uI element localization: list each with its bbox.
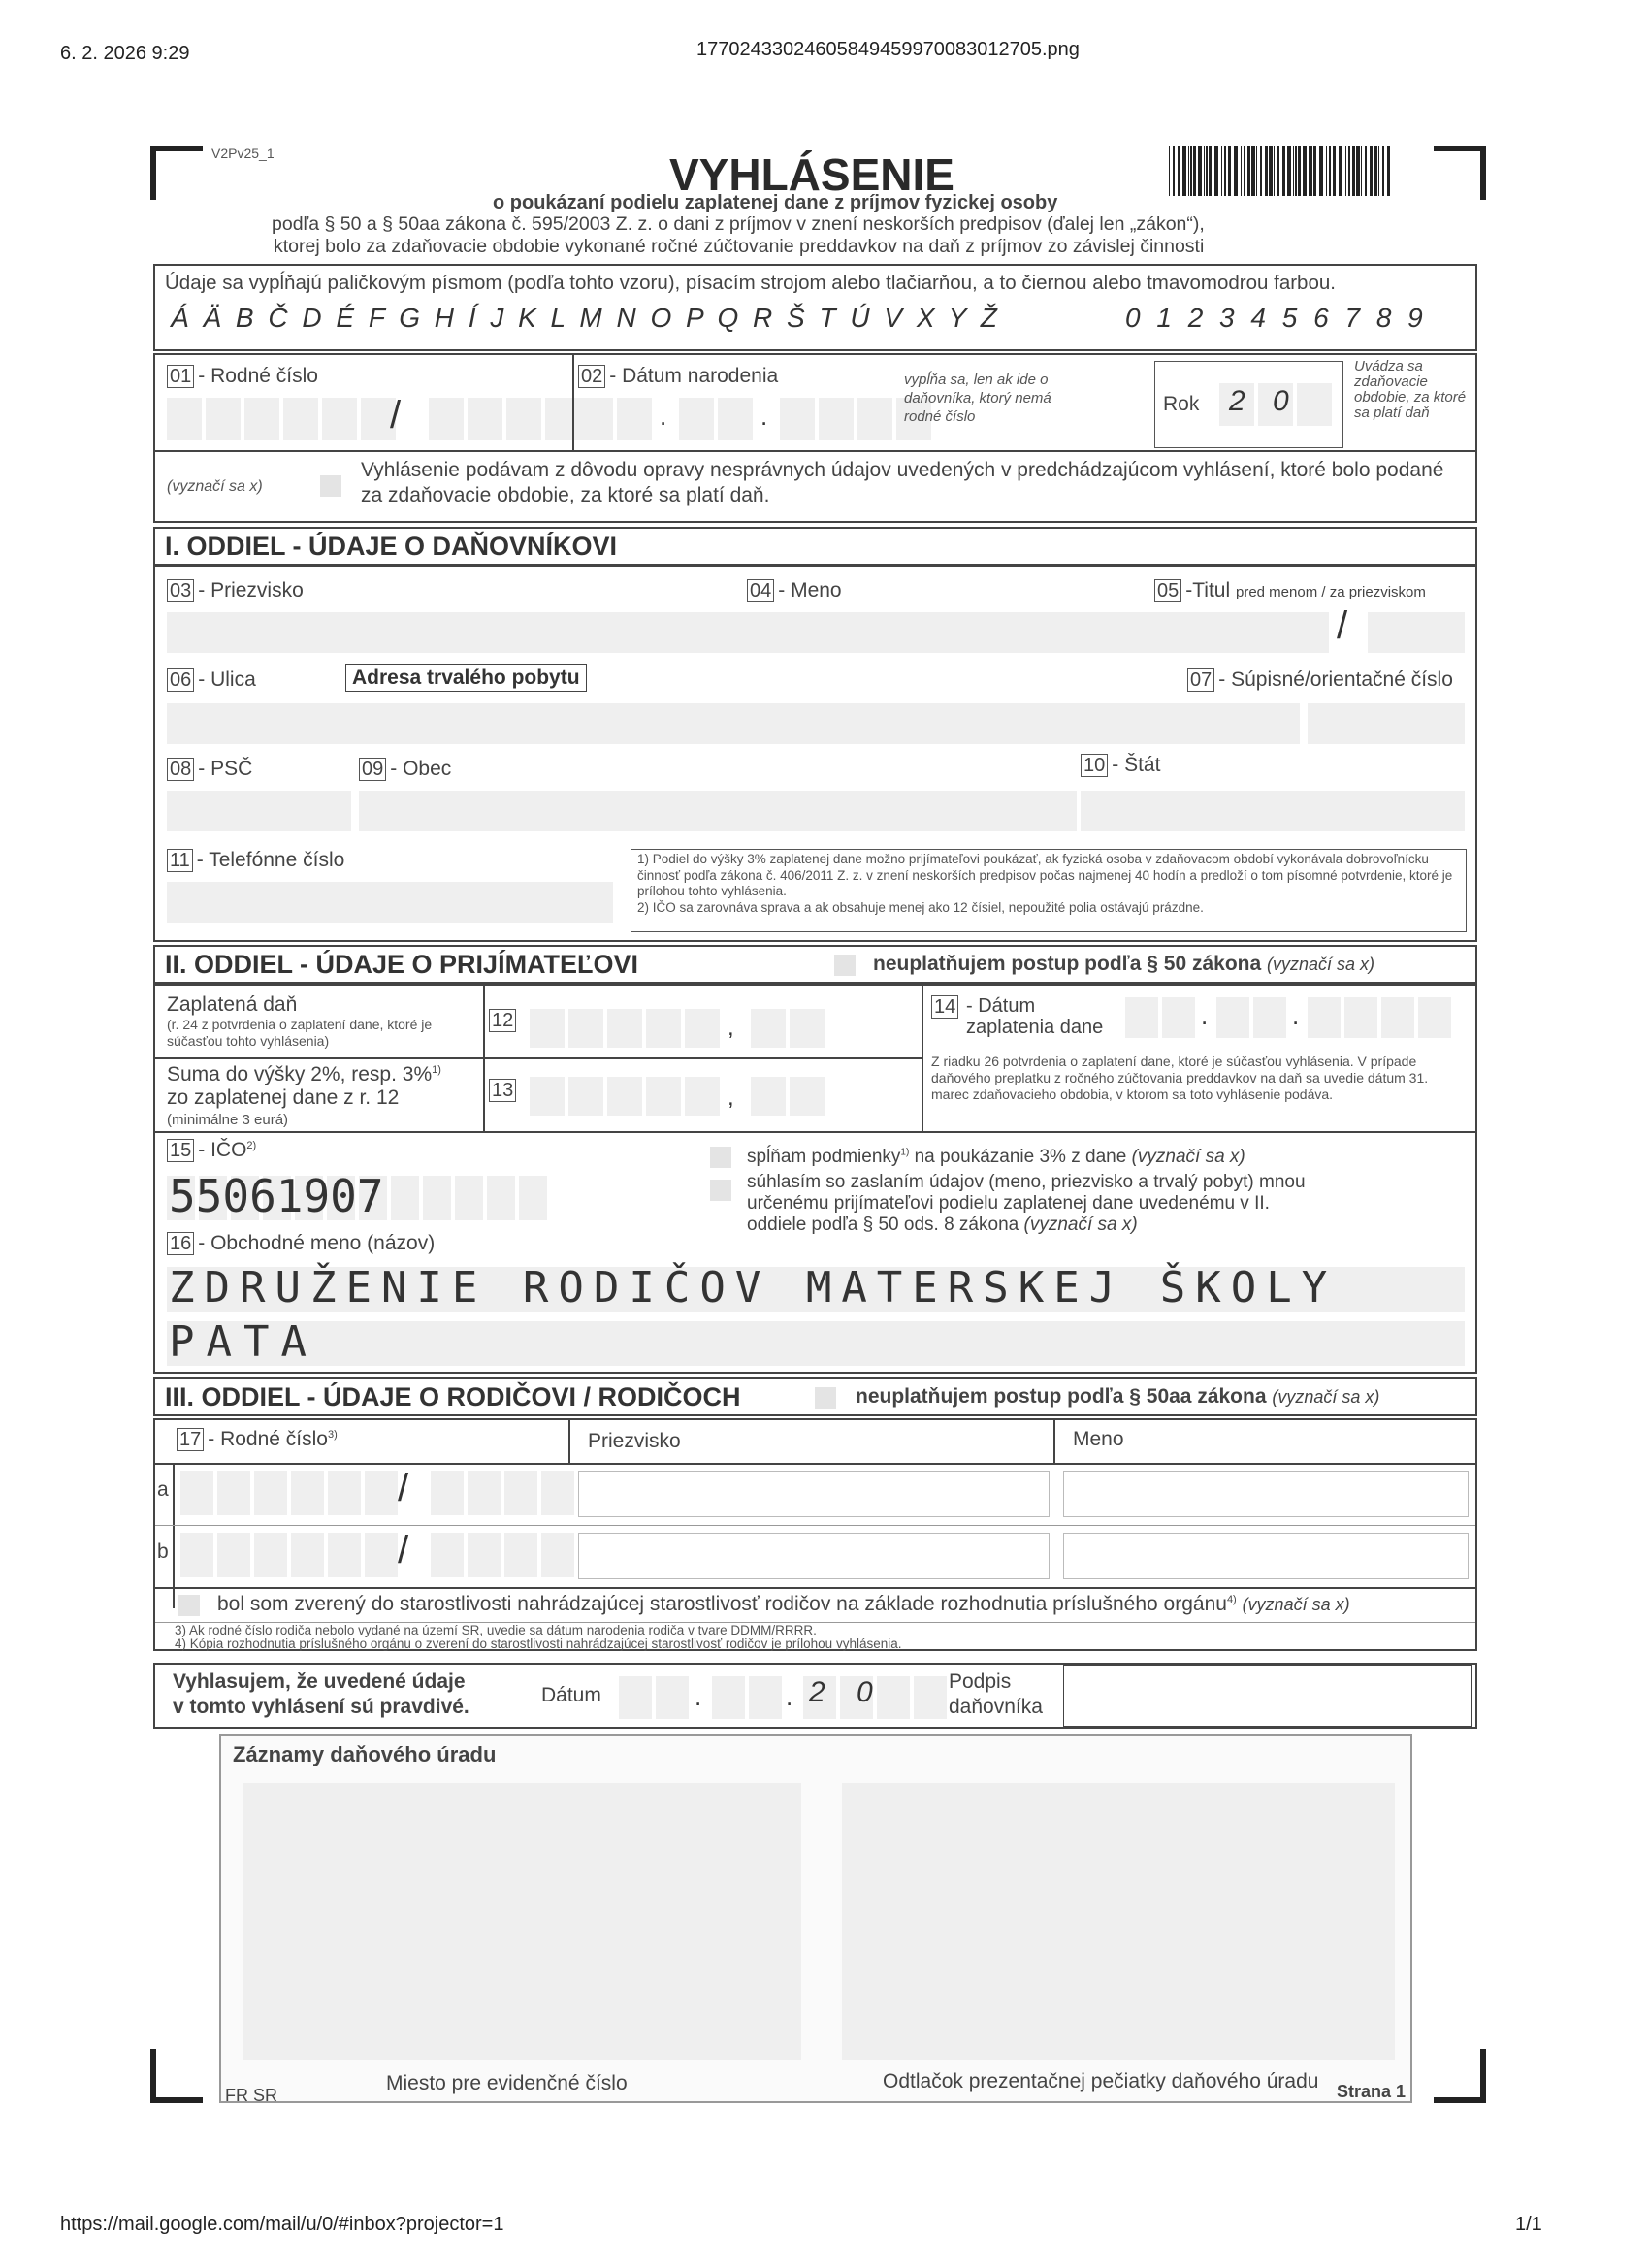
corner-mark-top-left [150, 146, 203, 200]
declaration-text-1: Vyhlasujem, že uvedené údaje [173, 1670, 466, 1693]
field-04-label: 04 - Meno [747, 579, 842, 602]
phone-input[interactable] [167, 882, 613, 923]
birth-date-month[interactable] [679, 398, 753, 440]
condition-3pct-checkbox[interactable] [710, 1147, 731, 1168]
tax-paid-input[interactable] [530, 1009, 720, 1048]
consent-text: súhlasím so zaslaním údajov (meno, priezvisko a trvalý pobyt) mnou určenému prijímateľovi podielu zaplatenej dane uvedenému v II. oddiele podľa § 50 ods. 8 zákona (vyznačí sa x) [747, 1172, 1306, 1235]
divider [572, 355, 574, 450]
birth-number-second-part[interactable] [429, 398, 580, 440]
signature-label-1: Podpis [949, 1670, 1012, 1693]
date-label: Dátum [541, 1684, 601, 1706]
print-url[interactable]: https://mail.google.com/mail/u/0/#inbox?projector=1 [60, 2214, 504, 2235]
first-name-input[interactable] [747, 612, 1193, 653]
section-1-body [153, 566, 1477, 942]
declaration-box [153, 1663, 1477, 1729]
field-13-label: 13 [489, 1079, 520, 1102]
declaration-date-dot-1: . [695, 1682, 702, 1711]
sum-note: (minimálne 3 eurá) [167, 1112, 289, 1128]
registration-number-caption: Miesto pre evidenčné číslo [386, 2072, 628, 2094]
tax-year-prefix: 2 0 [1229, 385, 1299, 417]
payment-date-note: Z riadku 26 potvrdenia o zaplatení dane, ktoré je súčasťou vyhlásenia. V prípade daňového preplatku z ročného zúčtovania preddavkov na daň sa uvedie dátum 31. marec zdaňovacieho obdobia, v ktorom sa toto vyhlásenie podáva. [931, 1053, 1429, 1102]
footnotes-box [630, 849, 1467, 932]
sum-cents-input[interactable] [751, 1077, 824, 1116]
sum-comma: , [728, 1085, 734, 1111]
payment-date-dot-1: . [1201, 1001, 1209, 1030]
footnote-2: 2) IČO sa zarovnáva sprava a ak obsahuje menej ako 12 čísiel, nepoužité polia ostávajú prázdne. [637, 899, 1204, 915]
parent-a-name-input[interactable] [1063, 1471, 1469, 1517]
corner-mark-bottom-right [1434, 2049, 1486, 2103]
field-06-label: 06 - Ulica [167, 668, 256, 692]
field-12-label: 12 [489, 1009, 520, 1032]
country-input[interactable] [1081, 791, 1465, 831]
section-3-opt-out: neuplatňujem postup podľa § 50aa zákona (vyznačí sa x) [856, 1385, 1380, 1408]
section-2-opt-out: neuplatňujem postup podľa § 50 zákona (vyznačí sa x) [873, 953, 1375, 975]
parent-a-surname-input[interactable] [578, 1471, 1050, 1517]
print-page-count: 1/1 [1515, 2214, 1542, 2235]
declaration-date-day[interactable] [619, 1676, 689, 1719]
signature-field[interactable] [1063, 1665, 1472, 1727]
recipient-name-value-1: ZDRUŽENIE RODIČOV MATERSKEJ ŠKOLY [169, 1263, 1338, 1312]
title-before-input[interactable] [1154, 612, 1329, 653]
tax-paid-note: (r. 24 z potvrdenia o zaplatení dane, ktoré je súčasťou tohto vyhlásenia) [167, 1017, 433, 1049]
payment-date-label: - Dátum zaplatenia dane [966, 995, 1104, 1038]
declaration-text-2: v tomto vyhlásení sú pravdivé. [173, 1696, 469, 1718]
parent-a-slash: / [398, 1467, 409, 1509]
surname-input[interactable] [167, 612, 747, 653]
payment-date-year[interactable] [1308, 997, 1451, 1038]
section-3-opt-out-checkbox[interactable] [815, 1387, 836, 1409]
field-07-label: 07 - Súpisné/orientačné číslo [1187, 668, 1453, 692]
registration-number-area [242, 1783, 801, 2060]
payment-date-dot-2: . [1292, 1001, 1300, 1030]
house-number-input[interactable] [1308, 703, 1465, 744]
section-1-header [153, 527, 1477, 566]
correction-text: Vyhlásenie podávam z dôvodu opravy nesprávnych údajov uvedených v predchádzajúcom vyhlásení, ktoré bolo podané za zdaňovacie obdobie, za ktoré sa platí daň. [361, 459, 1444, 506]
declaration-date-month[interactable] [712, 1676, 782, 1719]
field-16-label: 16 - Obchodné meno (názov) [167, 1232, 435, 1255]
address-box-label: Adresa trvalého pobytu [345, 664, 587, 692]
city-input[interactable] [359, 791, 1077, 831]
tax-year-input[interactable] [1297, 383, 1332, 426]
sum-label: Suma do výšky 2%, resp. 3%$^{1)}$ [167, 1063, 441, 1085]
row-a-label: a [157, 1478, 169, 1501]
birth-date-day[interactable] [578, 398, 652, 440]
recipient-name-line-2[interactable] [167, 1321, 1465, 1366]
declaration-year-prefix: 2 0 [809, 1676, 885, 1708]
birth-date-dot-2: . [760, 402, 768, 431]
field-01-label: 01 - Rodné číslo [167, 365, 318, 388]
section-2-body [153, 984, 1477, 1374]
payment-date-day[interactable] [1125, 997, 1195, 1038]
print-timestamp: 6. 2. 2026 9:29 [60, 43, 190, 64]
birth-date-note: vypĺňa sa, len ak ide o daňovníka, ktorý nemá rodné číslo [904, 372, 1051, 425]
corner-mark-bottom-left [150, 2049, 203, 2103]
sum-input[interactable] [530, 1077, 720, 1116]
print-filename: 17702433024605849459970083012705.png [696, 39, 1080, 60]
column-first-name: Meno [1073, 1428, 1124, 1450]
sample-digits: 0 1 2 3 4 5 6 7 8 9 [1125, 303, 1425, 333]
tax-office-title: Záznamy daňového úradu [233, 1742, 497, 1766]
title-after-input[interactable] [1368, 612, 1465, 653]
sum-label-2: zo zaplatenej dane z r. 12 [167, 1086, 400, 1109]
title-slash: / [1337, 604, 1348, 647]
field-14-label: 14 [931, 995, 962, 1019]
tax-paid-cents-input[interactable] [751, 1009, 824, 1048]
form-subtitle: o poukázaní podielu zaplatenej dane z príjmov fyzickej osoby [493, 192, 1058, 213]
stamp-caption: Odtlačok prezentačnej pečiatky daňového úradu [883, 2070, 1319, 2092]
sample-letters: Á Ä B Č D É F G H Í J K L M N O P Q R Š T Ú V X Y Ž [171, 303, 999, 333]
tax-year-label: Rok [1163, 393, 1200, 415]
instructions-box [153, 264, 1477, 351]
column-surname: Priezvisko [588, 1430, 681, 1452]
ico-value: 55061907 [169, 1170, 384, 1222]
footnote-1: 1) Podiel do výšky 3% zaplatenej dane možno prijímateľovi poukázať, ak fyzická osoba v zdaňovacom období vykonávala dobrovoľnícku činnosť podľa zákona č. 406/2011 Z. z. v znení neskorších predpisov počas najmenej 40 hodín a predloží o tom písomné potvrdenie, ktoré je prílohou tohto vyhlásenia. [637, 852, 1453, 898]
recipient-name-value-2: PATA [169, 1317, 318, 1367]
signature-label-2: daňovníka [949, 1696, 1043, 1718]
parent-b-name-input[interactable] [1063, 1533, 1469, 1579]
tax-year-box [1154, 361, 1343, 448]
section-3-body [153, 1418, 1477, 1651]
parent-b-slash: / [398, 1529, 409, 1571]
declaration-date-dot-2: . [786, 1682, 793, 1711]
field-05-label: 05 -Titul pred menom / za priezviskom [1154, 579, 1426, 602]
section-3-header [153, 1377, 1477, 1416]
section-2-header [153, 945, 1477, 984]
legal-line-1: podľa § 50 a § 50aa zákona č. 595/2003 Z. z. o dani z príjmov v znení neskorších predpisov (ďalej len „zákon“), [272, 213, 1205, 235]
birth-number-first-part[interactable] [167, 398, 396, 440]
field-08-label: 08 - PSČ [167, 758, 252, 781]
taxpayer-id-box [153, 353, 1477, 523]
correction-checkbox[interactable] [320, 475, 341, 497]
payment-date-month[interactable] [1216, 997, 1286, 1038]
correction-hint: (vyznačí sa x) [167, 478, 263, 495]
stamp-area [842, 1783, 1395, 2060]
instructions-text: Údaje sa vypĺňajú paličkovým písmom (podľa tohto vzoru), písacím strojom alebo tlačiarňou, a to čiernou alebo tmavomodrou farbou. [165, 272, 1336, 294]
parent-b-birth-number-2[interactable] [431, 1533, 574, 1577]
footer-left: FR SR [225, 2086, 277, 2105]
footnote-4: 4) Kópia rozhodnutia príslušného orgánu o zverení do starostlivosti nahrádzajúcej starostlivosť rodičov je prílohou vyhlásenia. [175, 1636, 902, 1651]
guardian-checkbox[interactable] [178, 1595, 200, 1616]
corner-mark-top-right [1434, 146, 1486, 200]
field-15-label: 15 - IČO$^{2)}$ [167, 1139, 256, 1162]
form-title: VYHLÁSENIE [669, 149, 954, 200]
section-1-title: I. ODDIEL - ÚDAJE O DAŇOVNÍKOVI [165, 532, 618, 561]
field-09-label: 09 - Obec [359, 758, 451, 781]
condition-3pct-text: spĺňam podmienky$^{1)}$ na poukázanie 3% z dane (vyznačí sa x) [747, 1147, 1245, 1167]
field-10-label: 10 - Štát [1081, 754, 1160, 777]
tax-year-note: Uvádza sa zdaňovacie obdobie, za ktoré sa platí daň [1354, 358, 1467, 421]
birth-date-dot-1: . [660, 402, 667, 431]
field-03-label: 03 - Priezvisko [167, 579, 304, 602]
parent-b-surname-input[interactable] [578, 1533, 1050, 1579]
tax-paid-comma: , [728, 1015, 734, 1041]
postal-code-input[interactable] [167, 791, 351, 831]
consent-checkbox[interactable] [710, 1180, 731, 1201]
footer-page: Strana 1 [1337, 2082, 1406, 2101]
field-11-label: 11 - Telefónne číslo [167, 849, 344, 872]
legal-line-2: ktorej bolo za zdaňovacie obdobie vykonané ročné zúčtovanie preddavkov na daň z príjmov zo závislej činnosti [274, 236, 1205, 257]
tax-office-records [219, 1734, 1412, 2103]
field-02-label: 02 - Dátum narodenia [578, 365, 778, 388]
section-2-opt-out-checkbox[interactable] [834, 955, 856, 976]
guardian-text: bol som zverený do starostlivosti nahrádzajúcej starostlivosť rodičov na základe rozhodnutia príslušného orgánu$^{4)}$ (vyznačí sa x) [217, 1593, 1350, 1615]
parent-a-birth-number-2[interactable] [431, 1471, 574, 1515]
tax-paid-label: Zaplatená daň [167, 993, 298, 1016]
field-17-label: 17 - Rodné číslo$^{3)}$ [177, 1428, 338, 1451]
footnote-3: 3) Ak rodné číslo rodiča nebolo vydané na území SR, uvedie sa dátum narodenia rodiča v tvare DDMM/RRRR. [175, 1623, 817, 1637]
parent-a-birth-number-1[interactable] [180, 1471, 398, 1515]
parent-b-birth-number-1[interactable] [180, 1533, 398, 1577]
row-b-label: b [157, 1540, 169, 1563]
birth-number-slash: / [390, 394, 402, 437]
section-3-title: III. ODDIEL - ÚDAJE O RODIČOVI / RODIČOCH [165, 1382, 741, 1411]
form-code: V2Pv25_1 [211, 146, 275, 161]
section-2-title: II. ODDIEL - ÚDAJE O PRIJÍMATEĽOVI [165, 950, 639, 979]
street-input[interactable] [167, 703, 1300, 744]
barcode [1169, 146, 1392, 196]
